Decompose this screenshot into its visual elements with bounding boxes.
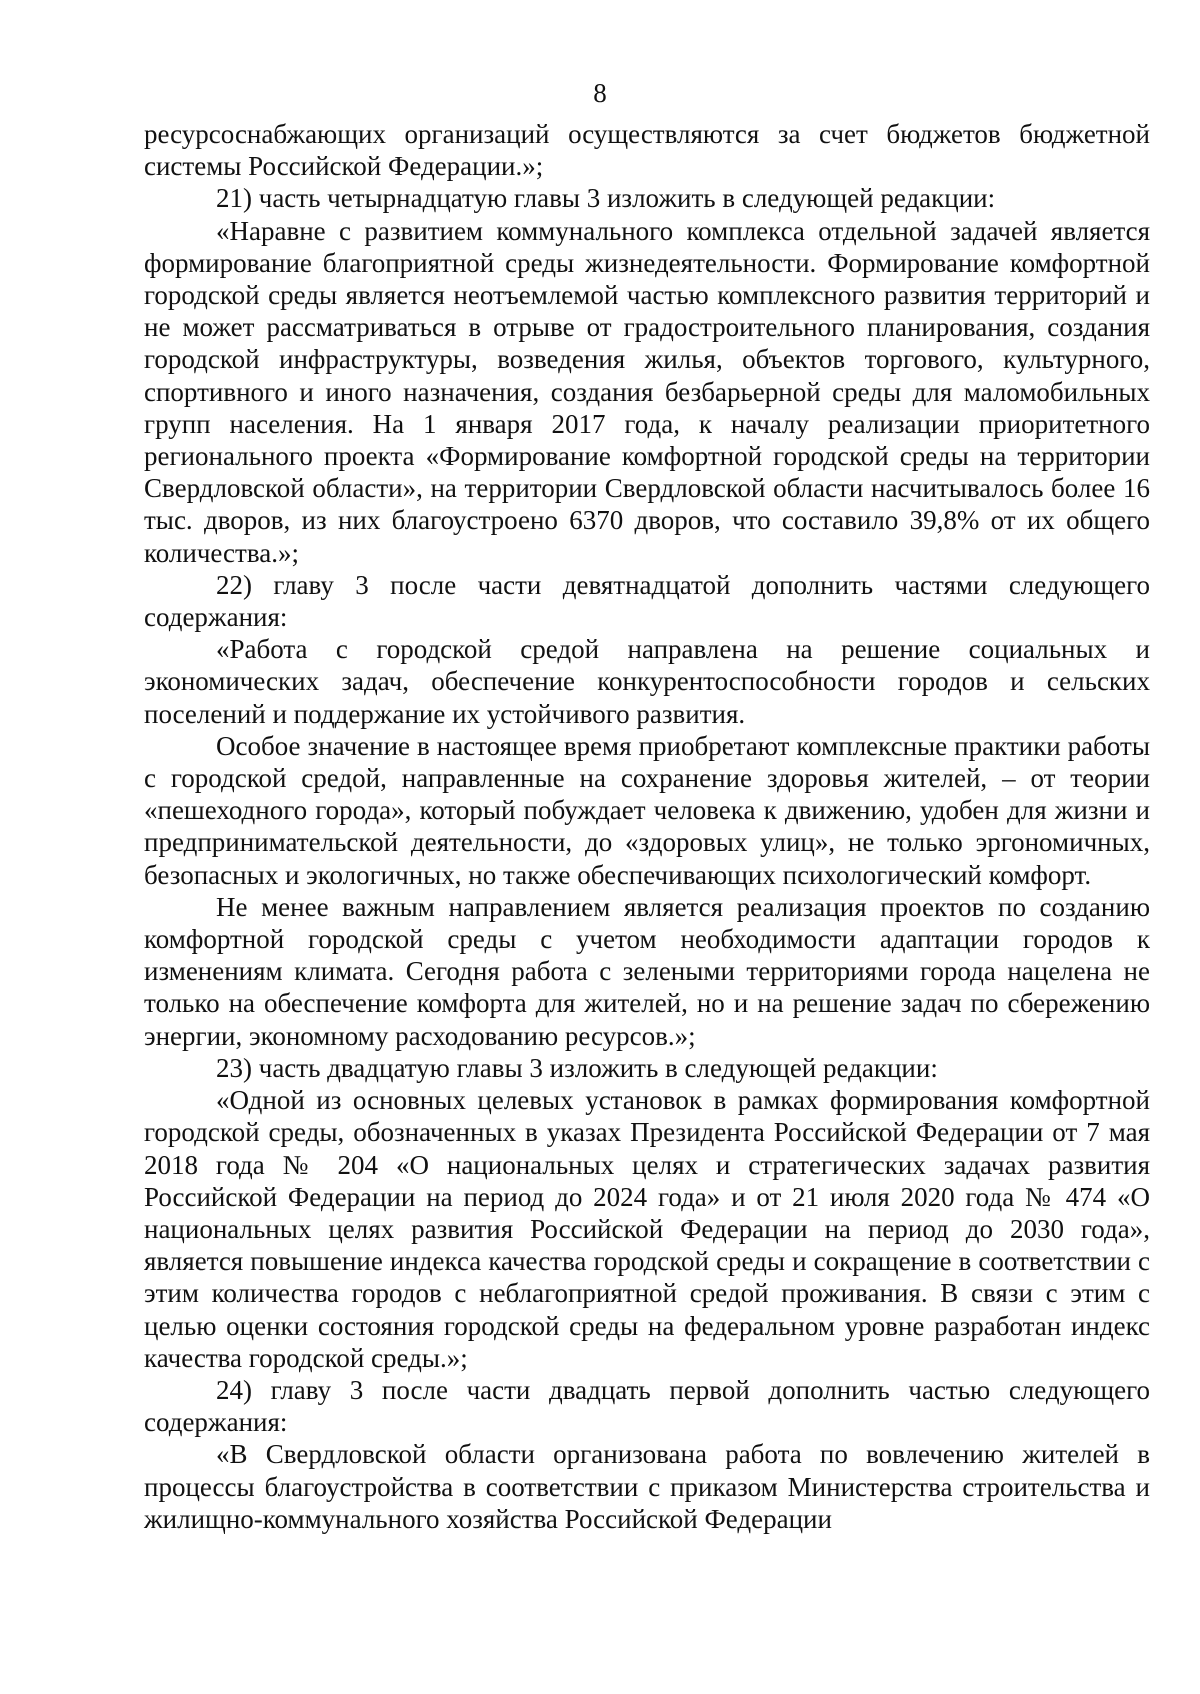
paragraph-quoted-text: «Работа с городской средой направлена на решение социальных и экономических задач, обеспечение конкурентоспособности городов и сельских поселений и поддержание их устойчивого развития.	[144, 634, 1150, 729]
paragraph-continuation: ресурсоснабжающих организаций осуществляются за счет бюджетов бюджетной системы Российской Федерации.»;	[144, 119, 1150, 182]
paragraph-quoted-text: Не менее важным направлением является реализация проектов по созданию комфортной городской среды с учетом необходимости адаптации городов к изменениям климата. Сегодня работа с зелеными территориями города нацелена не только на обеспечение комфорта для жителей, но и на решение задач по сбережению энергии, экономному расходованию ресурсов.»;	[144, 891, 1150, 1051]
paragraph-amendment-22: 22) главу 3 после части девятнадцатой дополнить частями следующего содержания:	[144, 569, 1150, 633]
paragraph-amendment-23: 23) часть двадцатую главы 3 изложить в следующей редакции:	[216, 1052, 938, 1083]
paragraph-amendment-21: 21) часть четырнадцатую главы 3 изложить в следующей редакции:	[216, 183, 996, 214]
paragraph-quoted-text: «Наравне с развитием коммунального комплекса отдельной задачей является формирование благоприятной среды жизнедеятельности. Формирование комфортной городской среды является неотъемлемой частью комплексного развития территорий и не может рассматриваться в отрыве от градостроительного планирования, создания городской инфраструктуры, возведения жилья, объектов торгового, культурного, спортивного и иного назначения, создания безбарьерной среды для маломобильных групп населения. На 1 января 2017 года, к началу реализации приоритетного регионального проекта «Формирование комфортной городской среды на территории Свердловской области», на территории Свердловской области насчитывалось более 16 тыс. дворов, из них благоустроено 6370 дворов, что составило 39,8% от их общего количества.»;	[144, 215, 1150, 568]
document-body	[144, 118, 1150, 1535]
paragraph-quoted-text: «Одной из основных целевых установок в рамках формирования комфортной городской среды, обозначенных в указах Президента Российской Федерации от 7 мая 2018 года № 204 «О национальных целях и стратегических задачах развития Российской Федерации на период до 2024 года» и от 21 июля 2020 года № 474 «О национальных целях развития Российской Федерации на период до 2030 года», является повышение индекса качества городской среды и сокращение в соответствии с этим количества городов с неблагоприятной средой проживания. В связи с этим с целью оценки состояния городской среды на федеральном уровне разработан индекс качества городской среды.»;	[144, 1085, 1150, 1373]
paragraph-quoted-text: Особое значение в настоящее время приобретают комплексные практики работы с городской средой, направленные на сохранение здоровья жителей, – от теории «пешеходного города», который побуждает человека к движению, удобен для жизни и предпринимательской деятельности, до «здоровых улиц», не только эргономичных, безопасных и экологичных, но также обеспечивающих психологический комфорт.	[144, 730, 1150, 890]
page-number: 8	[593, 78, 607, 108]
paragraph-amendment-24: 24) главу 3 после части двадцать первой дополнить частью следующего содержания:	[144, 1374, 1150, 1438]
paragraph-quoted-text: «В Свердловской области организована работа по вовлечению жителей в процессы благоустройства в соответствии с приказом Министерства строительства и жилищно-коммунального хозяйства Российской Федерации	[144, 1439, 1150, 1534]
